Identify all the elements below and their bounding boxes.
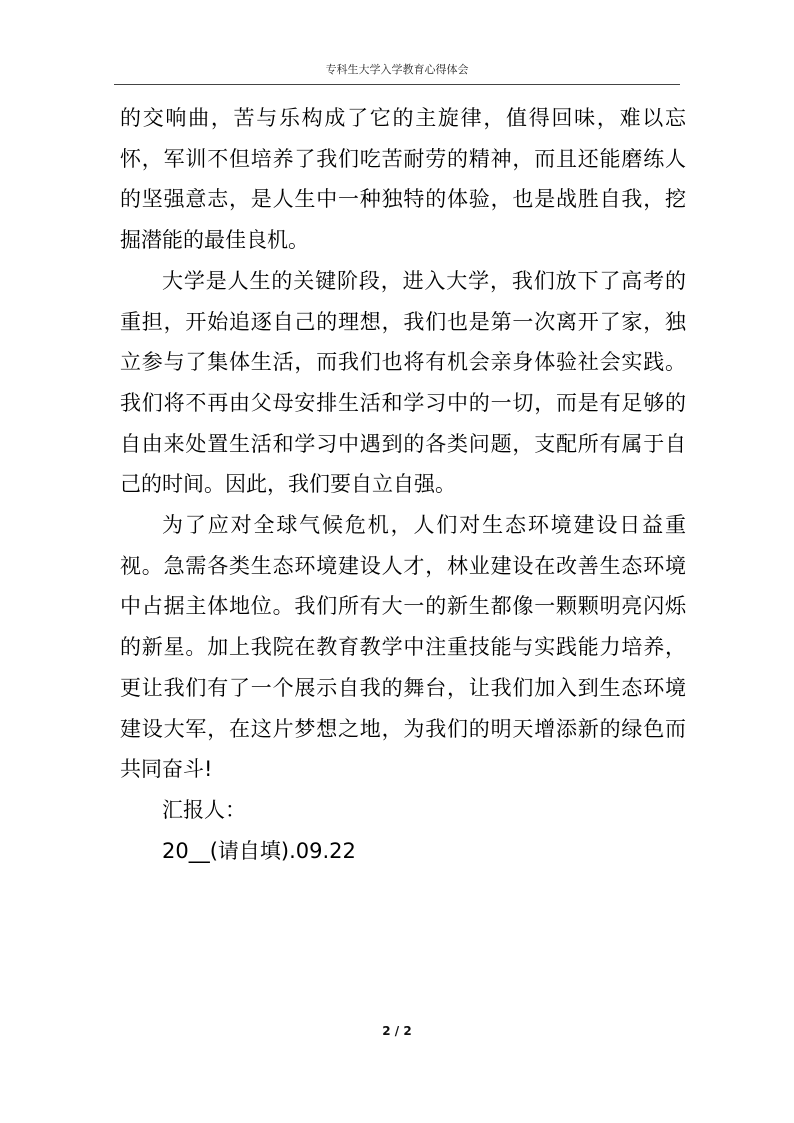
paragraph-university-stage: 大学是人生的关键阶段，进入大学，我们放下了高考的重担，开始追逐自己的理想，我们也是第一次离开了家，独立参与了集体生活，而我们也将有机会亲身体验社会实践。我们将不再由父母安排生活和学习中的一切，而是有足够的自由来处置生活和学习中遇到的各类问题，支配所有属于自己的时间。因此，我们要自立自强。 bbox=[120, 268, 686, 497]
paragraph-ecology: 为了应对全球气候危机，人们对生态环境建设日益重视。急需各类生态环境建设人才，林业建设在改善生态环境中占据主体地位。我们所有大一的新生都像一颗颗明亮闪烁的新星。加上我院在教育教学中注重技能与实践能力培养，更让我们有了一个展示自我的舞台，让我们加入到生态环境建设大军，在这片梦想之地，为我们的明天增添新的绿色而共同奋斗! bbox=[120, 513, 686, 782]
reporter-label: 汇报人： bbox=[162, 797, 246, 822]
page-number: 2 / 2 bbox=[382, 1024, 412, 1038]
page-header: 专科生大学入学教育心得体会 bbox=[325, 63, 469, 76]
paragraph-continued: 的交响曲，苦与乐构成了它的主旋律，值得回味，难以忘怀，军训不但培养了我们吃苦耐劳的精神，而且还能磨练人的坚强意志，是人生中一种独特的体验，也是战胜自我，挖掘潜能的最佳良机。 bbox=[120, 106, 686, 253]
document-body bbox=[120, 98, 686, 871]
report-date: 20__(请自填).09.22 bbox=[162, 838, 356, 863]
header-divider bbox=[114, 84, 680, 85]
